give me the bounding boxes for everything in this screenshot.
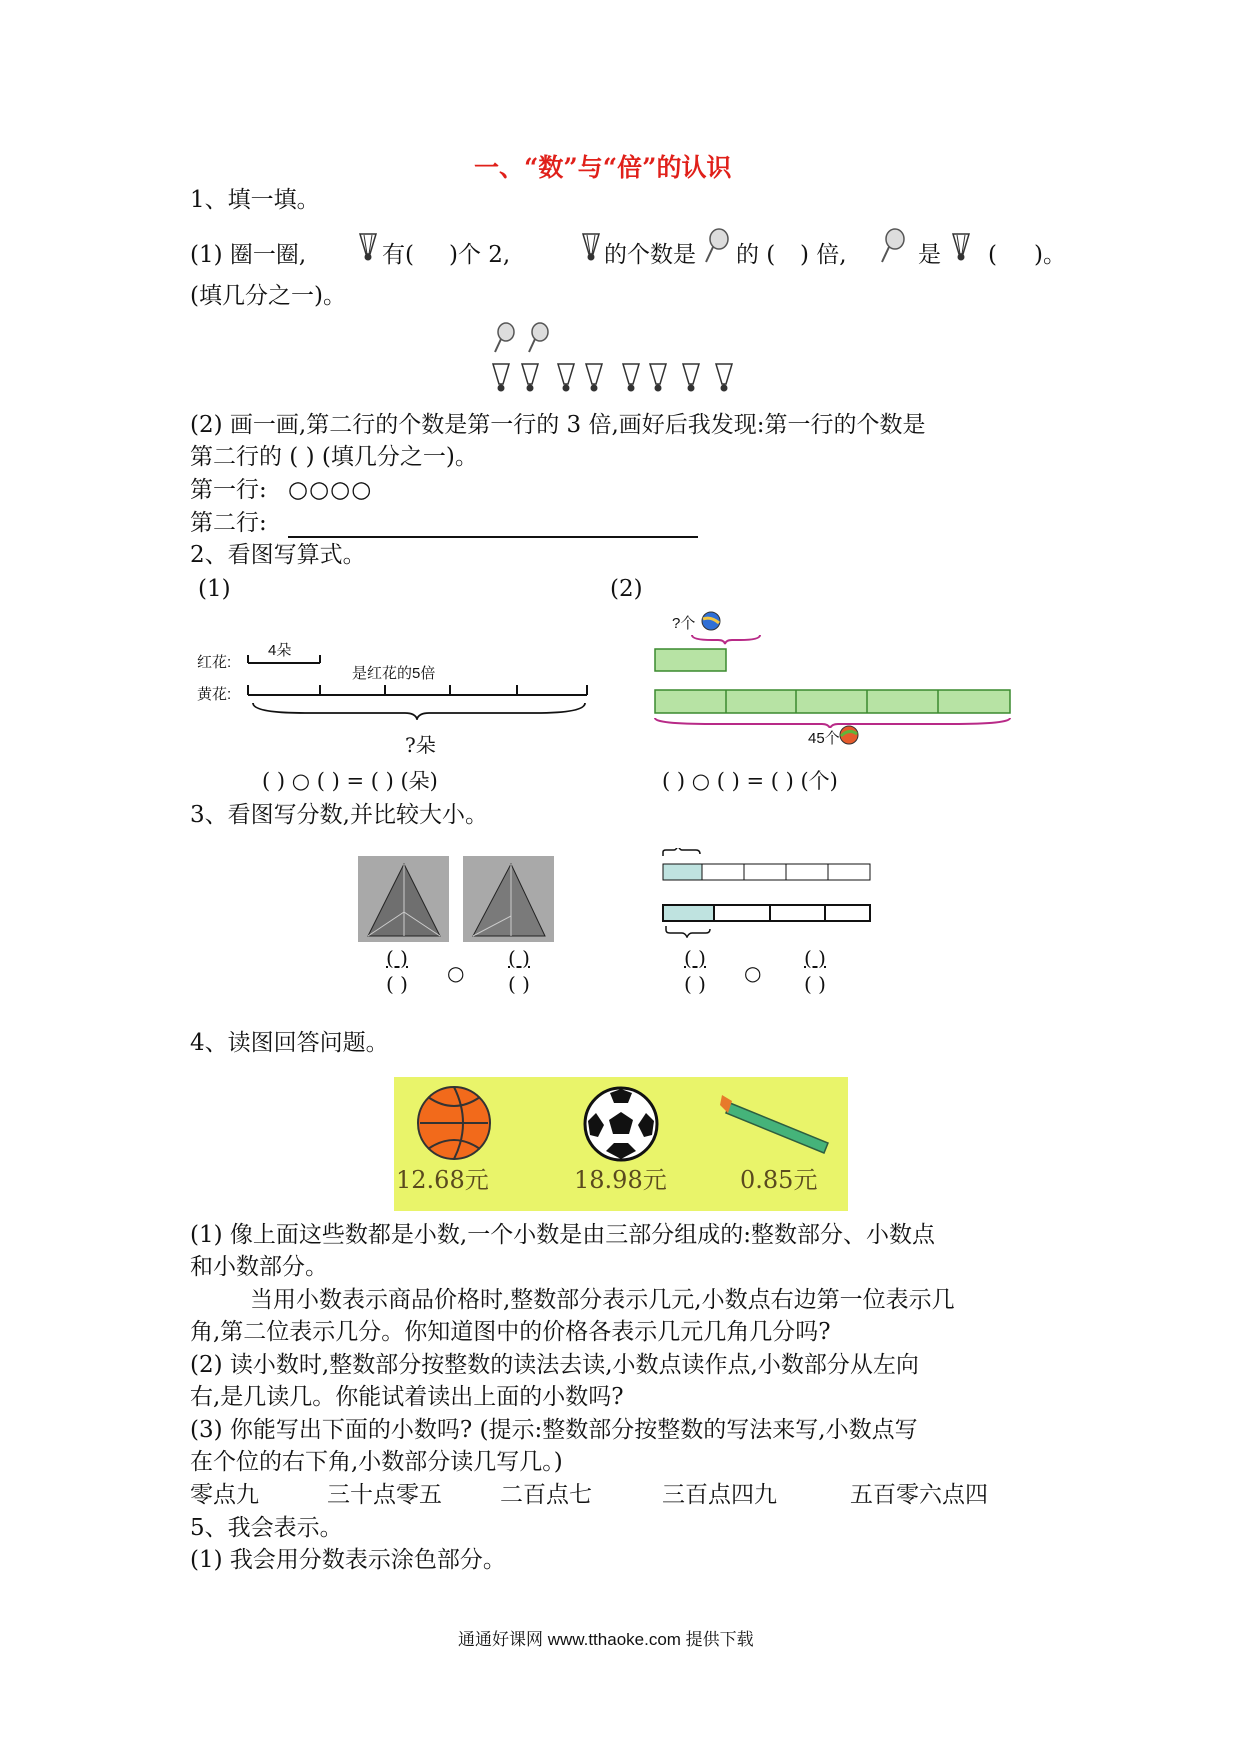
yellow-flower-label: 黄花: — [197, 686, 232, 703]
fraction-2[interactable] — [484, 945, 554, 997]
answer-line[interactable] — [288, 536, 698, 538]
fraction-denominator: ( ) — [508, 972, 530, 996]
q1-p1-a: (1) 圈一圈, — [190, 242, 307, 268]
shuttlecock-icon — [950, 232, 972, 262]
q4-p3b: 在个位的右下角,小数部分读几写几。) — [190, 1449, 563, 1475]
q5-p1: (1) 我会用分数表示涂色部分。 — [190, 1547, 506, 1573]
decimal-word-4: 三百点四九 — [662, 1482, 777, 1508]
q1-p1-g: 是 — [918, 242, 941, 268]
fraction-denominator: ( ) — [804, 972, 826, 996]
q1-header: 1、填一填。 — [190, 187, 320, 213]
q4-p2a: (2) 读小数时,整数部分按整数的读法去读,小数点读作点,小数部分从左向 — [190, 1352, 919, 1378]
racket-icon — [529, 323, 548, 352]
pencil-price: 0.85元 — [740, 1166, 818, 1194]
rackets-shuttlecocks-picture — [488, 322, 758, 394]
page-footer: 通通好课网 www.tthaoke.com 提供下载 — [458, 1630, 754, 1649]
ball-icon — [838, 724, 860, 746]
q4-p1c: 当用小数表示商品价格时,整数部分表示几元,小数点右边第一位表示几 — [250, 1287, 955, 1313]
q4-p2b: 右,是几读几。你能试着读出上面的小数吗? — [190, 1384, 624, 1410]
q2-sub1: (1) — [198, 576, 231, 602]
q1-p2-line1: (2) 画一画,第二行的个数是第一行的 3 倍,画好后我发现:第一行的个数是 — [190, 412, 926, 438]
decimal-word-2: 三十点零五 — [327, 1482, 442, 1508]
unknown-count: ?个 — [672, 615, 696, 632]
q2-header: 2、看图写算式。 — [190, 542, 366, 568]
soccer-ball-price: 18.98元 — [574, 1166, 667, 1194]
triangle-picture-2 — [463, 856, 554, 942]
soccer-ball-icon — [582, 1085, 660, 1163]
fraction-numerator: ( ) — [386, 946, 408, 970]
row1-circles: ○○○○ — [288, 477, 373, 503]
q1-p1-h: ( — [988, 242, 997, 268]
q5-header: 5、我会表示。 — [190, 1515, 343, 1541]
equation-balls[interactable]: ( ) ○ ( ) = ( ) (个) — [662, 769, 838, 793]
q1-p1-c: )个 2, — [449, 242, 511, 268]
fraction-numerator: ( ) — [508, 946, 530, 970]
pencil-icon — [720, 1091, 840, 1161]
row1-label: 第一行: — [190, 477, 267, 503]
q4-p1a: (1) 像上面这些数都是小数,一个小数是由三部分组成的:整数部分、小数点 — [190, 1222, 935, 1248]
red-flower-count: 4朵 — [268, 642, 292, 659]
fraction-1[interactable] — [362, 945, 432, 997]
page-title: 一、“数”与“倍”的认识 — [474, 153, 732, 182]
q1-p1-e: 的 ( — [736, 242, 776, 268]
fraction-bars — [660, 848, 880, 938]
racket-icon — [704, 228, 730, 264]
basketball-price: 12.68元 — [396, 1166, 489, 1194]
q4-p1b: 和小数部分。 — [190, 1254, 328, 1280]
goods-picture — [394, 1077, 848, 1211]
fraction-numerator: ( ) — [684, 946, 706, 970]
compare-circle[interactable]: ○ — [744, 961, 762, 985]
q2-sub2: (2) — [610, 576, 643, 602]
total-flowers: ?朵 — [405, 733, 436, 757]
fraction-denominator: ( ) — [684, 972, 706, 996]
basketball-icon — [414, 1085, 498, 1165]
row2-label: 第二行: — [190, 510, 267, 536]
red-flower-label: 红花: — [197, 654, 232, 671]
compare-circle[interactable]: ○ — [447, 961, 465, 985]
q1-p2-line2: 第二行的 ( ) (填几分之一)。 — [190, 444, 478, 470]
decimal-word-5: 五百零六点四 — [850, 1482, 988, 1508]
q1-p1-line2: (填几分之一)。 — [190, 283, 346, 309]
q3-header: 3、看图写分数,并比较大小。 — [190, 802, 488, 828]
racket-icon — [880, 228, 906, 264]
q4-p1d: 角,第二位表示几分。你知道图中的价格各表示几元几角几分吗? — [190, 1319, 831, 1345]
fraction-numerator: ( ) — [804, 946, 826, 970]
decimal-word-3: 二百点七 — [500, 1482, 592, 1508]
q1-p1-b: 有( — [382, 242, 414, 268]
equation-flowers[interactable]: ( ) ○ ( ) = ( ) (朵) — [262, 769, 438, 793]
fraction-denominator: ( ) — [386, 972, 408, 996]
shuttlecock-icon — [580, 232, 602, 262]
shuttlecock-icon — [357, 232, 379, 262]
q1-p1-i: )。 — [1034, 242, 1066, 268]
decimal-word-1: 零点九 — [190, 1482, 259, 1508]
fraction-3[interactable] — [660, 945, 730, 997]
fraction-4[interactable] — [780, 945, 850, 997]
triangle-picture-1 — [358, 856, 449, 942]
q4-header: 4、读图回答问题。 — [190, 1030, 389, 1056]
q1-p1-d: 的个数是 — [604, 242, 696, 268]
flower-segment-diagram — [245, 648, 595, 720]
q1-p1-f: ) 倍, — [800, 242, 847, 268]
q4-p3a: (3) 你能写出下面的小数吗? (提示:整数部分按整数的写法来写,小数点写 — [190, 1417, 918, 1443]
total-balls: 45个 — [808, 730, 840, 747]
relation-label: 是红花的5倍 — [352, 665, 436, 682]
racket-icon — [495, 323, 514, 352]
ball-bar-diagram — [652, 628, 1022, 728]
